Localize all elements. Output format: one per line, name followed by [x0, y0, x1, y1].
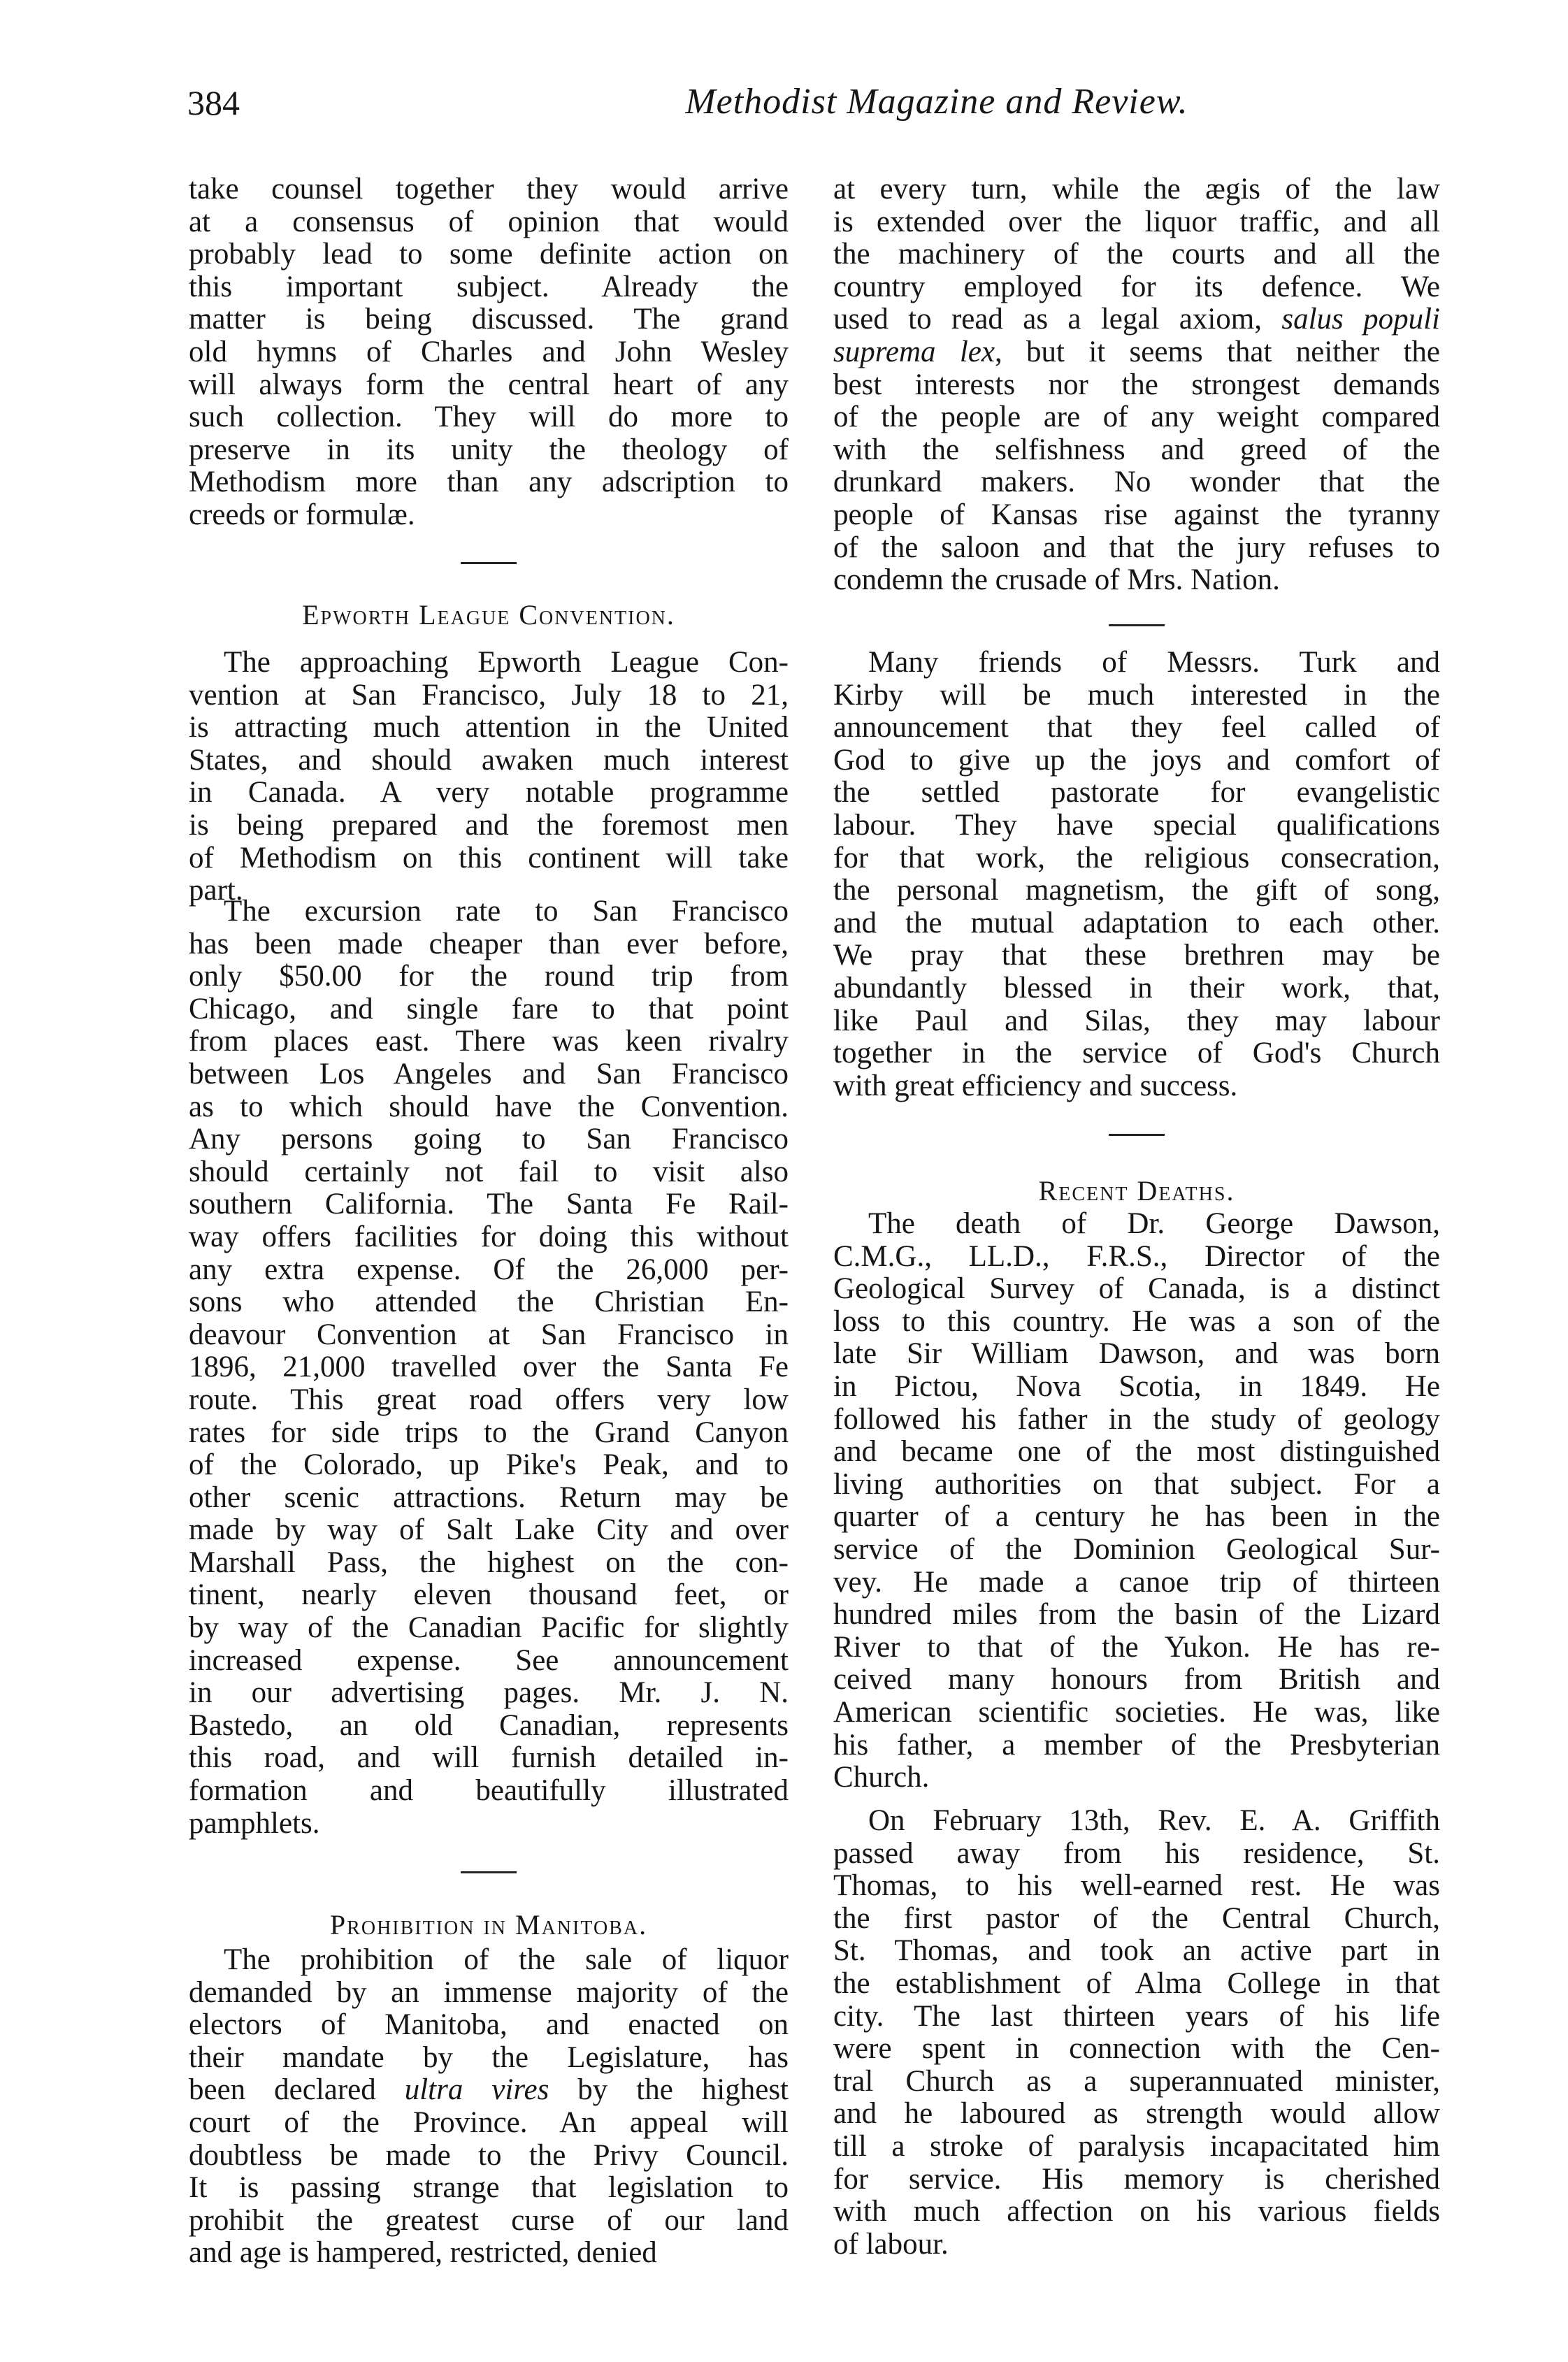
paragraph — [833, 1805, 1440, 2261]
text-line: such collection. They will do more to — [189, 401, 789, 434]
text-line: passed away from his residence, St. — [833, 1836, 1440, 1870]
text-line: in Pictou, Nova Scotia, in 1849. He — [833, 1369, 1440, 1403]
text-line: best interests nor the strongest demands — [833, 368, 1440, 401]
text-line: of the Colorado, up Pike's Peak, and to — [189, 1448, 789, 1482]
text-line: city. The last thirteen years of his life — [833, 1999, 1440, 2033]
text-line: Methodism more than any adscription to — [189, 466, 789, 499]
text-line: between Los Angeles and San Francisco — [189, 1057, 789, 1090]
text-line: The prohibition of the sale of liquor — [224, 1943, 789, 1976]
text-line: probably lead to some definite action on — [189, 238, 789, 271]
text-line: River to that of the Yukon. He has re- — [833, 1630, 1440, 1664]
italic-phrase: suprema lex — [833, 335, 995, 368]
text-line: been declared ultra vires by the highest — [189, 2073, 789, 2107]
paragraph — [833, 1208, 1440, 1794]
text-line: demanded by an immense majority of the — [189, 1975, 789, 2009]
text-line: with the selfishness and greed of the — [833, 433, 1440, 466]
text-line: formation and beautifully illustrated — [189, 1774, 789, 1808]
text-line: Any persons going to San Francisco — [189, 1123, 789, 1156]
divider-rule — [1109, 624, 1165, 626]
text-line: at a consensus of opinion that would — [189, 205, 789, 238]
left-column — [189, 0, 789, 2362]
text-line: It is passing strange that legislation to — [189, 2171, 789, 2205]
text-line: suprema lex, but it seems that neither the — [833, 335, 1440, 368]
section-heading: Epworth League Convention. — [302, 599, 675, 631]
text-line: and he laboured as strength would allow — [833, 2097, 1440, 2131]
running-title: Methodist Magazine and Review. — [685, 82, 1188, 122]
text-line: and the mutual adaptation to each other. — [833, 906, 1440, 939]
right-column — [833, 0, 1440, 2362]
text-line: living authorities on that subject. For a — [833, 1467, 1440, 1501]
text-line: The approaching Epworth League Con- — [224, 646, 789, 679]
text-line: condemn the crusade of Mrs. Nation. — [833, 563, 1280, 597]
text-line: court of the Province. An appeal will — [189, 2105, 789, 2139]
text-line: of Methodism on this continent will take — [189, 841, 789, 874]
text-line: like Paul and Silas, they may labour — [833, 1004, 1440, 1037]
text-line: We pray that these brethren may be — [833, 939, 1440, 972]
text-line: vey. He made a canoe trip of thirteen — [833, 1565, 1440, 1599]
text-line: ceived many honours from British and — [833, 1663, 1440, 1697]
text-line: late Sir William Dawson, and was born — [833, 1337, 1440, 1371]
text-line: service of the Dominion Geological Sur- — [833, 1532, 1440, 1566]
text-line: The excursion rate to San Francisco — [224, 895, 789, 928]
text-line: quarter of a century he has been in the — [833, 1500, 1440, 1534]
text-line: has been made cheaper than ever before, — [189, 927, 789, 960]
text-line: Thomas, to his well-earned rest. He was — [833, 1869, 1440, 1903]
text-line: On February 13th, Rev. E. A. Griffith — [868, 1804, 1440, 1837]
text-line: any extra expense. Of the 26,000 per- — [189, 1253, 789, 1286]
text-line: God to give up the joys and comfort of — [833, 743, 1440, 777]
text-line: Chicago, and single fare to that point — [189, 992, 789, 1025]
italic-phrase: ultra vires — [404, 2073, 549, 2107]
text-line: abundantly blessed in their work, that, — [833, 971, 1440, 1004]
text-line: States, and should awaken much interest — [189, 743, 789, 777]
text-line: sons who attended the Christian En- — [189, 1286, 789, 1319]
text-line: till a stroke of paralysis incapacitated him — [833, 2129, 1440, 2163]
text-line: deavour Convention at San Francisco in — [189, 1318, 789, 1351]
text-line: and became one of the most distinguished — [833, 1435, 1440, 1469]
text-line: preserve in its unity the theology of — [189, 433, 789, 466]
text-line: of the saloon and that the jury refuses to — [833, 531, 1440, 564]
text-line: vention at San Francisco, July 18 to 21, — [189, 678, 789, 712]
text-line: the settled pastorate for evangelistic — [833, 776, 1440, 809]
section-divider — [189, 1871, 789, 1873]
text-line: for service. His memory is cherished — [833, 2162, 1440, 2196]
paragraph — [833, 647, 1440, 1102]
text-line: St. Thomas, and took an active part in — [833, 1934, 1440, 1968]
text-line: labour. They have special qualifications — [833, 808, 1440, 842]
text-line: tral Church as a superannuated minister, — [833, 2064, 1440, 2098]
text-line: the first pastor of the Central Church, — [833, 1901, 1440, 1935]
text-line: prohibit the greatest curse of our land — [189, 2203, 789, 2237]
text-line: used to read as a legal axiom, salus populi — [833, 303, 1440, 336]
text-line: should certainly not fail to visit also — [189, 1155, 789, 1188]
text-line: matter is being discussed. The grand — [189, 303, 789, 336]
text-line: increased expense. See announcement — [189, 1643, 789, 1677]
text-line: by way of the Canadian Pacific for slightly — [189, 1611, 789, 1645]
text-line: 1896, 21,000 travelled over the Santa Fe — [189, 1351, 789, 1384]
text-line: old hymns of Charles and John Wesley — [189, 335, 789, 368]
text-line: only $50.00 for the round trip from — [189, 960, 789, 993]
text-line: this important subject. Already the — [189, 270, 789, 303]
text-line: doubtless be made to the Privy Council. — [189, 2138, 789, 2172]
text-line: loss to this country. He was a son of the — [833, 1304, 1440, 1338]
text-line: American scientific societies. He was, like — [833, 1695, 1440, 1729]
paragraph — [189, 647, 789, 907]
text-line: followed his father in the study of geology — [833, 1402, 1440, 1436]
text-line: and age is hampered, restricted, denied — [189, 2236, 657, 2270]
divider-rule — [461, 1871, 517, 1873]
text-line: from places east. There was keen rivalry — [189, 1025, 789, 1058]
text-line: Church. — [833, 1761, 930, 1794]
text-line: hundred miles from the basin of the Lizard — [833, 1598, 1440, 1632]
text-line: other scenic attractions. Return may be — [189, 1481, 789, 1514]
text-line: for that work, the religious consecration, — [833, 841, 1440, 874]
text-line: his father, a member of the Presbyterian — [833, 1728, 1440, 1762]
text-line: country employed for its defence. We — [833, 270, 1440, 303]
text-line: Kirby will be much interested in the — [833, 678, 1440, 712]
divider-rule — [461, 562, 517, 564]
text-line: is attracting much attention in the United — [189, 711, 789, 744]
text-line: rates for side trips to the Grand Canyon — [189, 1416, 789, 1449]
text-line: Geological Survey of Canada, is a distinct — [833, 1272, 1440, 1306]
text-line: creeds or formulæ. — [189, 498, 415, 531]
text-line: tinent, nearly eleven thousand feet, or — [189, 1578, 789, 1612]
text-line: announcement that they feel called of — [833, 711, 1440, 744]
text-line: as to which should have the Convention. — [189, 1090, 789, 1123]
text-line: of the people are of any weight compared — [833, 401, 1440, 434]
text-line: Marshall Pass, the highest on the con- — [189, 1546, 789, 1579]
text-line: in our advertising pages. Mr. J. N. — [189, 1676, 789, 1710]
section-heading: Recent Deaths. — [1038, 1175, 1235, 1207]
text-line: their mandate by the Legislature, has — [189, 2040, 789, 2074]
section-heading: Prohibition in Manitoba. — [329, 1909, 648, 1940]
paragraph — [189, 895, 789, 1840]
italic-phrase: salus populi — [1281, 303, 1440, 336]
section-divider — [833, 624, 1440, 626]
text-line: Many friends of Messrs. Turk and — [868, 646, 1440, 679]
text-line: southern California. The Santa Fe Rail- — [189, 1188, 789, 1221]
text-line: C.M.G., LL.D., F.R.S., Director of the — [833, 1239, 1440, 1273]
text-line: people of Kansas rise against the tyranny — [833, 498, 1440, 531]
text-line: the personal magnetism, the gift of song, — [833, 874, 1440, 907]
text-line: made by way of Salt Lake City and over — [189, 1513, 789, 1547]
text-line: The death of Dr. George Dawson, — [868, 1207, 1440, 1240]
text-line: electors of Manitoba, and enacted on — [189, 2008, 789, 2042]
text-line: were spent in connection with the Cen- — [833, 2032, 1440, 2066]
text-line: is extended over the liquor traffic, and all — [833, 205, 1440, 238]
text-line: pamphlets. — [189, 1806, 320, 1840]
section-divider — [189, 562, 789, 564]
text-line: of labour. — [833, 2227, 949, 2261]
paragraph — [189, 1944, 789, 2270]
text-line: Bastedo, an old Canadian, represents — [189, 1708, 789, 1742]
divider-rule — [1109, 1134, 1165, 1136]
text-line: way offers facilities for doing this without — [189, 1220, 789, 1253]
text-line: with much affection on his various fields — [833, 2195, 1440, 2228]
text-line: part. — [189, 874, 243, 907]
text-line: drunkard makers. No wonder that the — [833, 466, 1440, 499]
text-line: with great efficiency and success. — [833, 1069, 1238, 1102]
text-line: together in the service of God's Church — [833, 1037, 1440, 1070]
text-line: the establishment of Alma College in that — [833, 1966, 1440, 2000]
text-line: the machinery of the courts and all the — [833, 238, 1440, 271]
paragraph — [189, 173, 789, 532]
text-line: is being prepared and the foremost men — [189, 808, 789, 842]
text-line: this road, and will furnish detailed in- — [189, 1741, 789, 1775]
section-divider — [833, 1134, 1440, 1136]
page-number: 384 — [187, 83, 240, 122]
paragraph — [833, 173, 1440, 597]
text-line: will always form the central heart of any — [189, 368, 789, 401]
text-line: take counsel together they would arrive — [189, 173, 789, 206]
text-line: at every turn, while the ægis of the law — [833, 173, 1440, 206]
text-line: in Canada. A very notable programme — [189, 776, 789, 809]
text-line: route. This great road offers very low — [189, 1383, 789, 1416]
